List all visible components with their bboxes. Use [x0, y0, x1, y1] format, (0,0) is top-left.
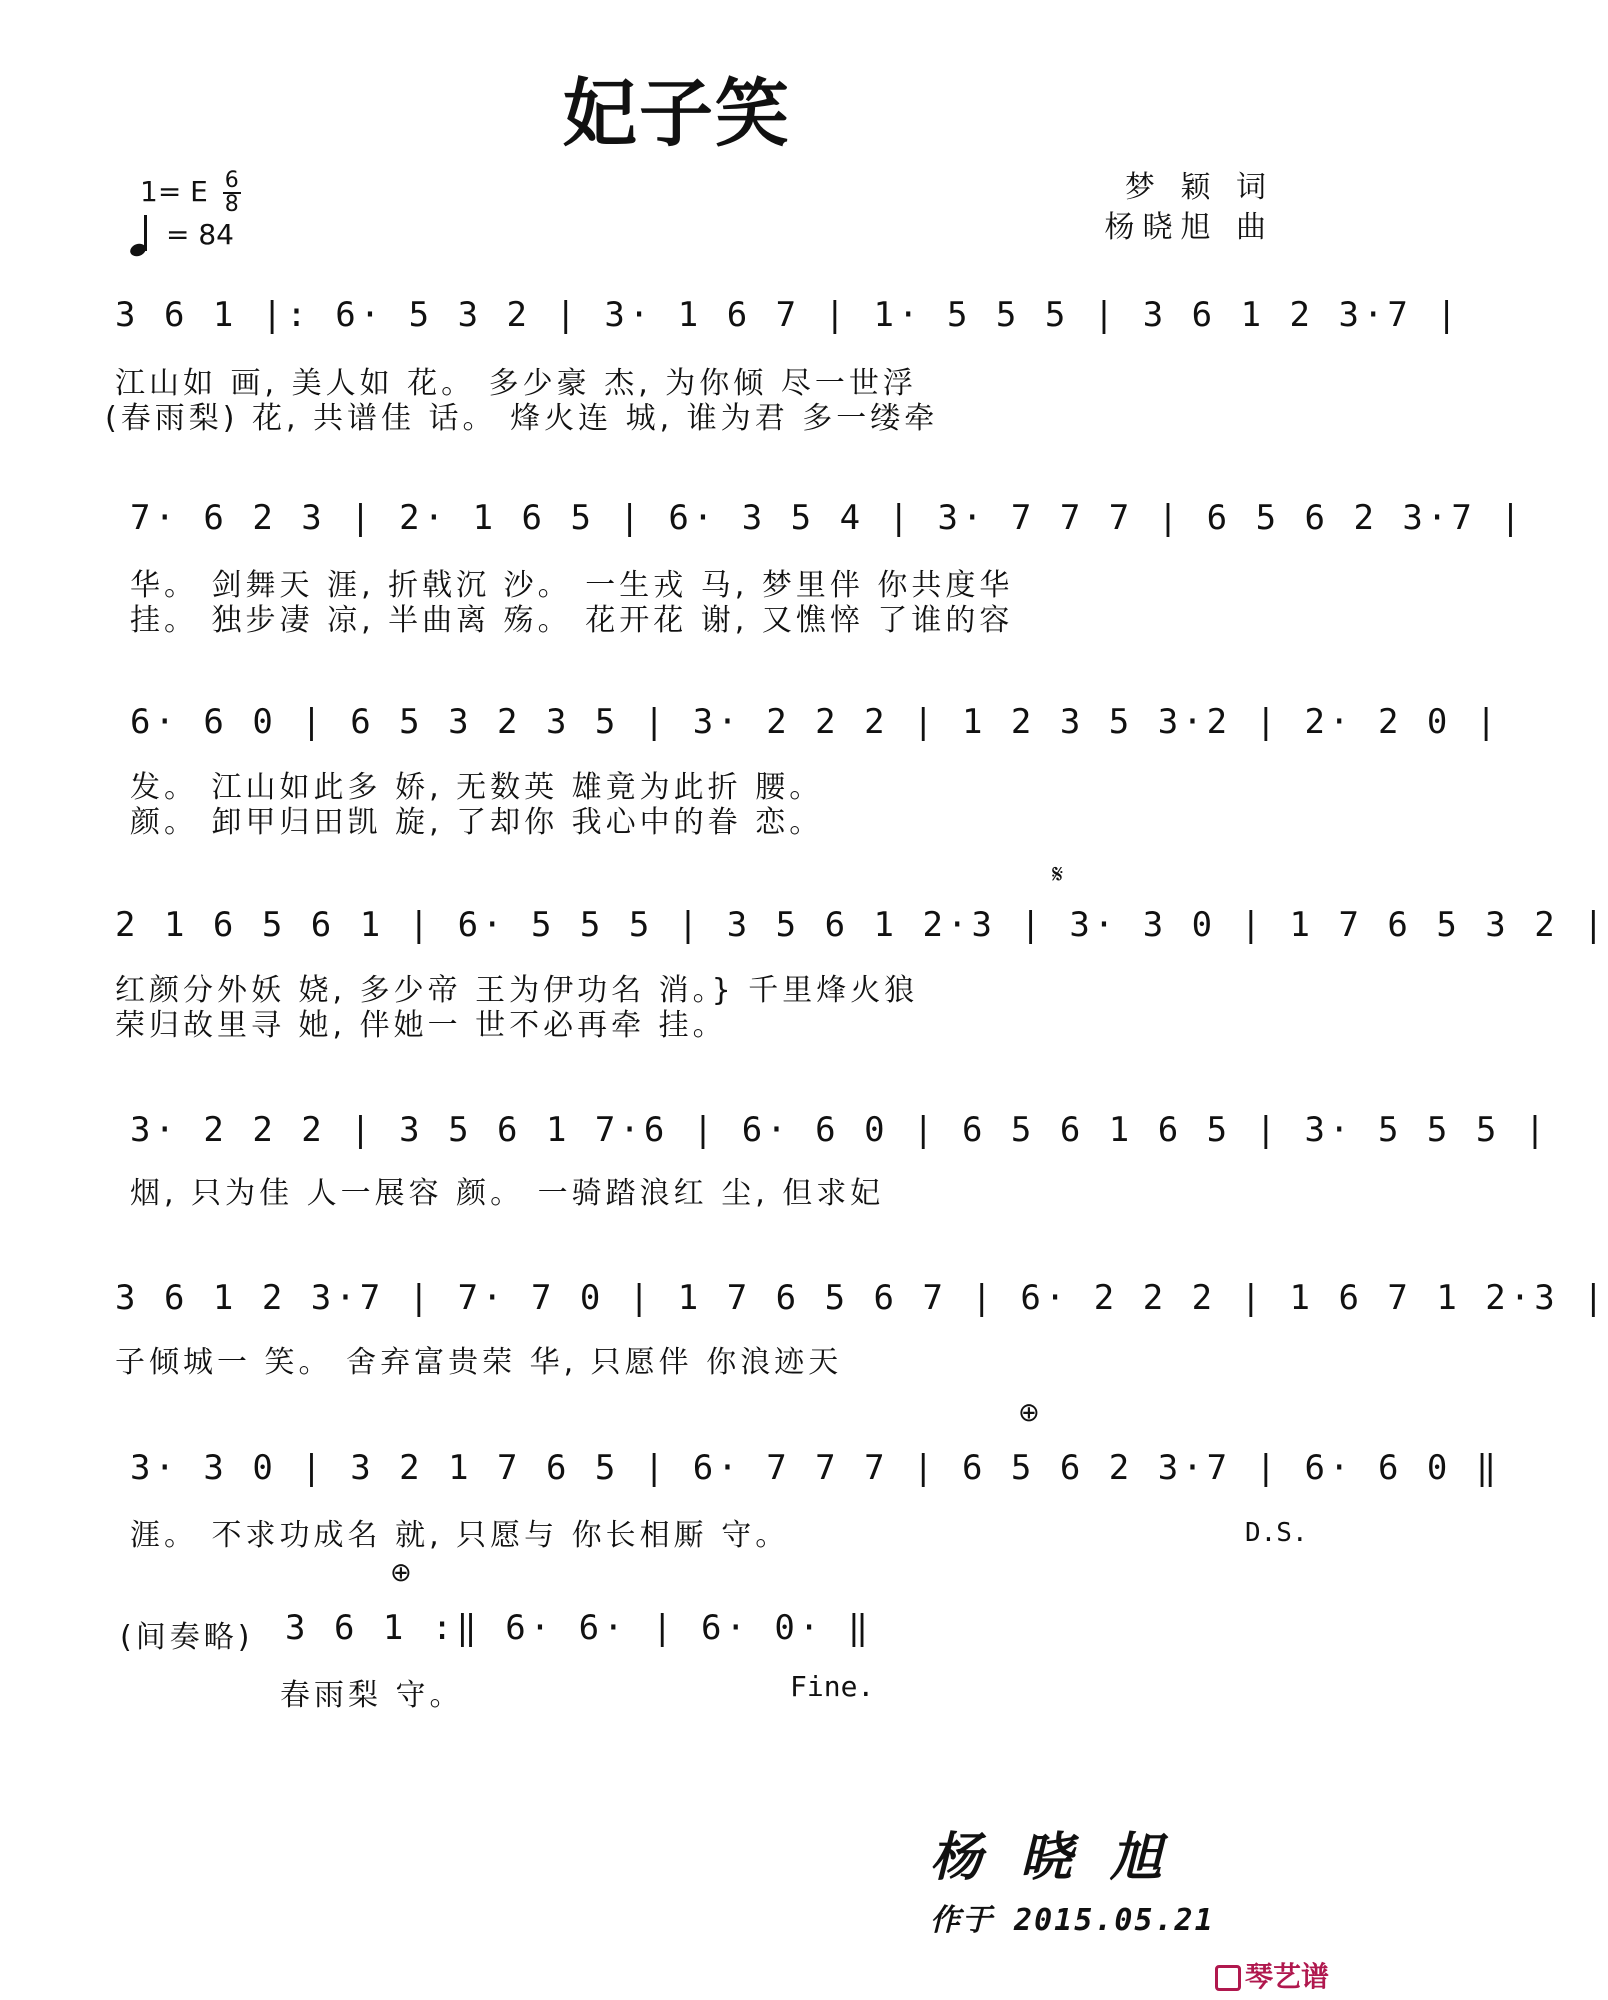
melody-line-7: 3· 3 0 | 3 2 1 7 6 5 | 6· 7 7 7 | 6 5 6 2 3·7 | 6· 6 0 ‖ — [130, 1448, 1501, 1488]
fine-marking: Fine. — [790, 1670, 875, 1703]
song-title: 妃子笑 — [563, 71, 791, 157]
composition-date: 作于 2015.05.21 — [930, 1903, 1215, 1938]
melody-line-3: 6· 6 0 | 6 5 3 2 3 5 | 3· 2 2 2 | 1 2 3 5 3·2 | 2· 2 0 | — [130, 702, 1501, 742]
key-signature — [140, 170, 241, 216]
lyric-line-coda: 春雨梨 守。 — [280, 1678, 464, 1713]
lyric-line-5a: 烟, 只为佳 人一展容 颜。 一骑踏浪红 尘, 但求妃 — [130, 1176, 885, 1211]
ds-marking: D.S. — [1245, 1518, 1308, 1548]
melody-line-6: 3 6 1 2 3·7 | 7· 7 0 | 1 7 6 5 6 7 | 6· 2 2 2 | 1 6 7 1 2·3 | — [115, 1278, 1608, 1318]
lyric-line-1a: 江山如 画, 美人如 花。 多少豪 杰, 为你倾 尽一世浮 — [115, 366, 917, 401]
lyric-line-2a: 华。 剑舞天 涯, 折戟沉 沙。 一生戎 马, 梦里伴 你共度华 — [130, 568, 1014, 603]
watermark — [1215, 1955, 1329, 1995]
key-label: 1= E — [140, 175, 208, 208]
melody-line-4: 2 1 6 5 6 1 | 6· 5 5 5 | 3 5 6 1 2·3 | 3· 3 0 | 1 7 6 5 3 2 | — [115, 905, 1608, 945]
melody-line-coda: 3 6 1 :‖ 6· 6· | 6· 0· ‖ — [285, 1608, 873, 1648]
tempo-value: = 84 — [166, 217, 234, 251]
lyric-line-4a: 红颜分外妖 娆, 多少帝 王为伊功名 消。} 千里烽火狼 — [115, 973, 919, 1008]
melody-line-2: 7· 6 2 3 | 2· 1 6 5 | 6· 3 5 4 | 3· 7 7 7 | 6 5 6 2 3·7 | — [130, 498, 1525, 538]
lyric-line-2b: 挂。 独步凄 凉, 半曲离 殇。 花开花 谢, 又憔悴 了谁的容 — [130, 603, 1014, 638]
lyric-line-3b: 颜。 卸甲归田凯 旋, 了却你 我心中的眷 恋。 — [130, 805, 824, 840]
melody-line-1: 3 6 1 |: 6· 5 3 2 | 3· 1 6 7 | 1· 5 5 5 | 3 6 1 2 3·7 | — [115, 295, 1461, 335]
tempo-marking — [130, 212, 234, 256]
lyric-line-1b: (春雨梨) 花, 共谱佳 话。 烽火连 城, 谁为君 多一缕牵 — [105, 401, 939, 436]
watermark-logo-icon — [1215, 1965, 1241, 1991]
interlude-note: (间奏略) — [120, 1620, 254, 1655]
lyricist: 梦 颖 词 — [1124, 170, 1274, 205]
coda-icon: ⊕ — [1018, 1398, 1040, 1428]
quarter-note-icon — [130, 212, 156, 256]
lyric-line-7a: 涯。 不求功成名 就, 只愿与 你长相厮 守。 — [130, 1518, 790, 1553]
lyric-line-3a: 发。 江山如此多 娇, 无数英 雄竟为此折 腰。 — [130, 770, 824, 805]
time-denominator: 8 — [224, 192, 239, 217]
composer: 杨晓旭 曲 — [1104, 210, 1274, 245]
coda-icon-2: ⊕ — [390, 1558, 412, 1588]
segno-icon: 𝄋 — [1052, 860, 1064, 890]
time-numerator: 6 — [224, 168, 239, 193]
author-signature: 杨晓旭 — [930, 1827, 1201, 1888]
credits — [1104, 168, 1274, 248]
melody-line-5: 3· 2 2 2 | 3 5 6 1 7·6 | 6· 6 0 | 6 5 6 1 6 5 | 3· 5 5 5 | — [130, 1110, 1550, 1150]
lyric-line-6a: 子倾城一 笑。 舍弃富贵荣 华, 只愿伴 你浪迹天 — [115, 1345, 843, 1380]
lyric-line-4b: 荣归故里寻 她, 伴她一 世不必再牵 挂。 — [115, 1008, 727, 1043]
time-signature — [223, 170, 241, 216]
watermark-text: 琴艺谱 — [1245, 1960, 1330, 1993]
